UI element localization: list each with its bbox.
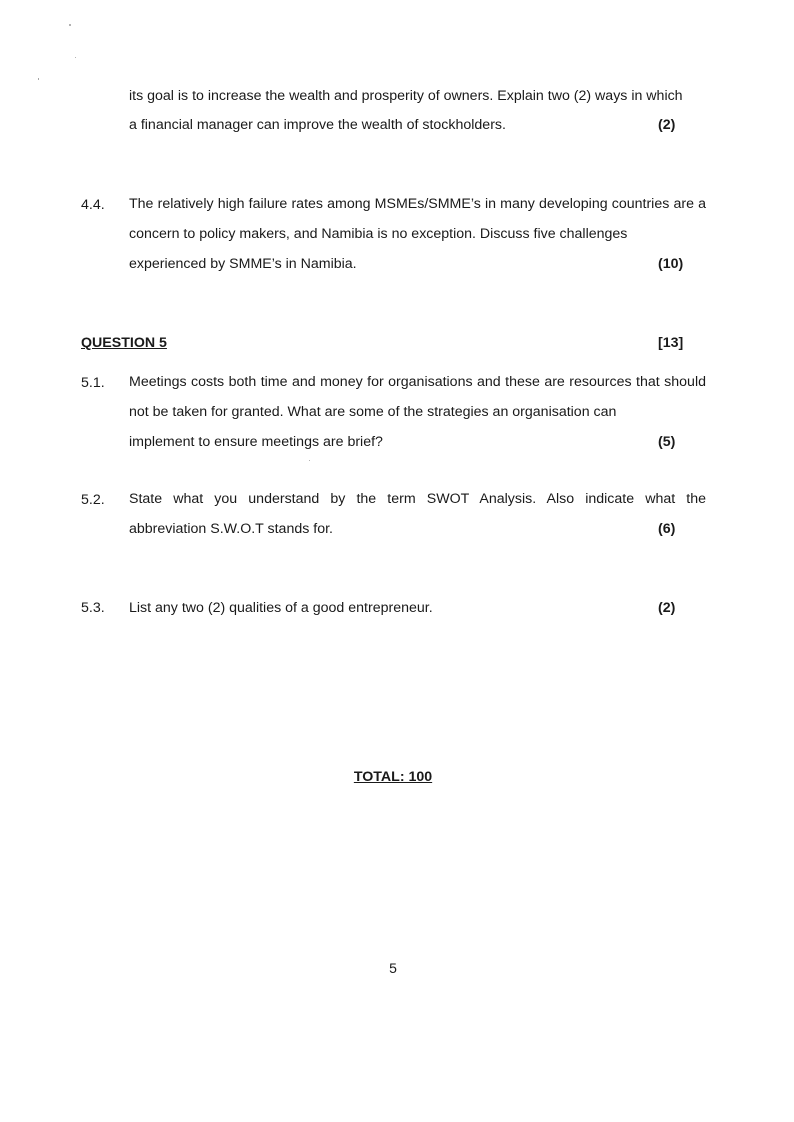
continuation-marks: (2) bbox=[658, 117, 676, 133]
question-5-2-text: State what you understand by the term SWOT Analysis. Also indicate what the bbox=[129, 491, 706, 507]
question-5-heading: QUESTION 5 bbox=[81, 335, 167, 351]
scan-speck bbox=[38, 78, 39, 80]
scan-speck bbox=[75, 57, 76, 58]
total-marks-label: TOTAL: 100 bbox=[353, 769, 433, 785]
question-5-2-number: 5.2. bbox=[81, 492, 105, 508]
continuation-line-2: a financial manager can improve the wealth of stockholders. bbox=[129, 117, 506, 133]
scan-speck bbox=[69, 24, 71, 26]
question-5-3-text: List any two (2) qualities of a good entrepreneur. bbox=[129, 600, 433, 616]
question-5-1-marks: (5) bbox=[658, 434, 676, 450]
question-4-4-last-line: experienced by SMME’s in Namibia. bbox=[129, 256, 357, 272]
scan-speck bbox=[309, 460, 310, 461]
question-5-1-text: Meetings costs both time and money for organisations and these are resources that should not be taken for granted. What are some of the strategies an organisation can bbox=[129, 374, 706, 420]
question-5-2-last-line: abbreviation S.W.O.T stands for. bbox=[129, 521, 333, 537]
question-5-2-marks: (6) bbox=[658, 521, 676, 537]
continuation-line-1: its goal is to increase the wealth and prosperity of owners. Explain two (2) ways in which bbox=[129, 88, 683, 104]
question-5-1-last-line: implement to ensure meetings are brief? bbox=[129, 434, 383, 450]
page-number: 5 bbox=[389, 960, 397, 976]
question-4-4-marks: (10) bbox=[658, 256, 684, 272]
question-5-total-marks: [13] bbox=[658, 335, 684, 351]
question-5-1-number: 5.1. bbox=[81, 375, 105, 391]
question-4-4-text: The relatively high failure rates among MSMEs/SMME’s in many developing countries are a concern to policy makers, and Namibia is no exception. Discuss five challenges bbox=[129, 196, 706, 242]
question-5-3-number: 5.3. bbox=[81, 600, 105, 616]
question-4-4-number: 4.4. bbox=[81, 197, 105, 213]
question-5-3-marks: (2) bbox=[658, 600, 676, 616]
